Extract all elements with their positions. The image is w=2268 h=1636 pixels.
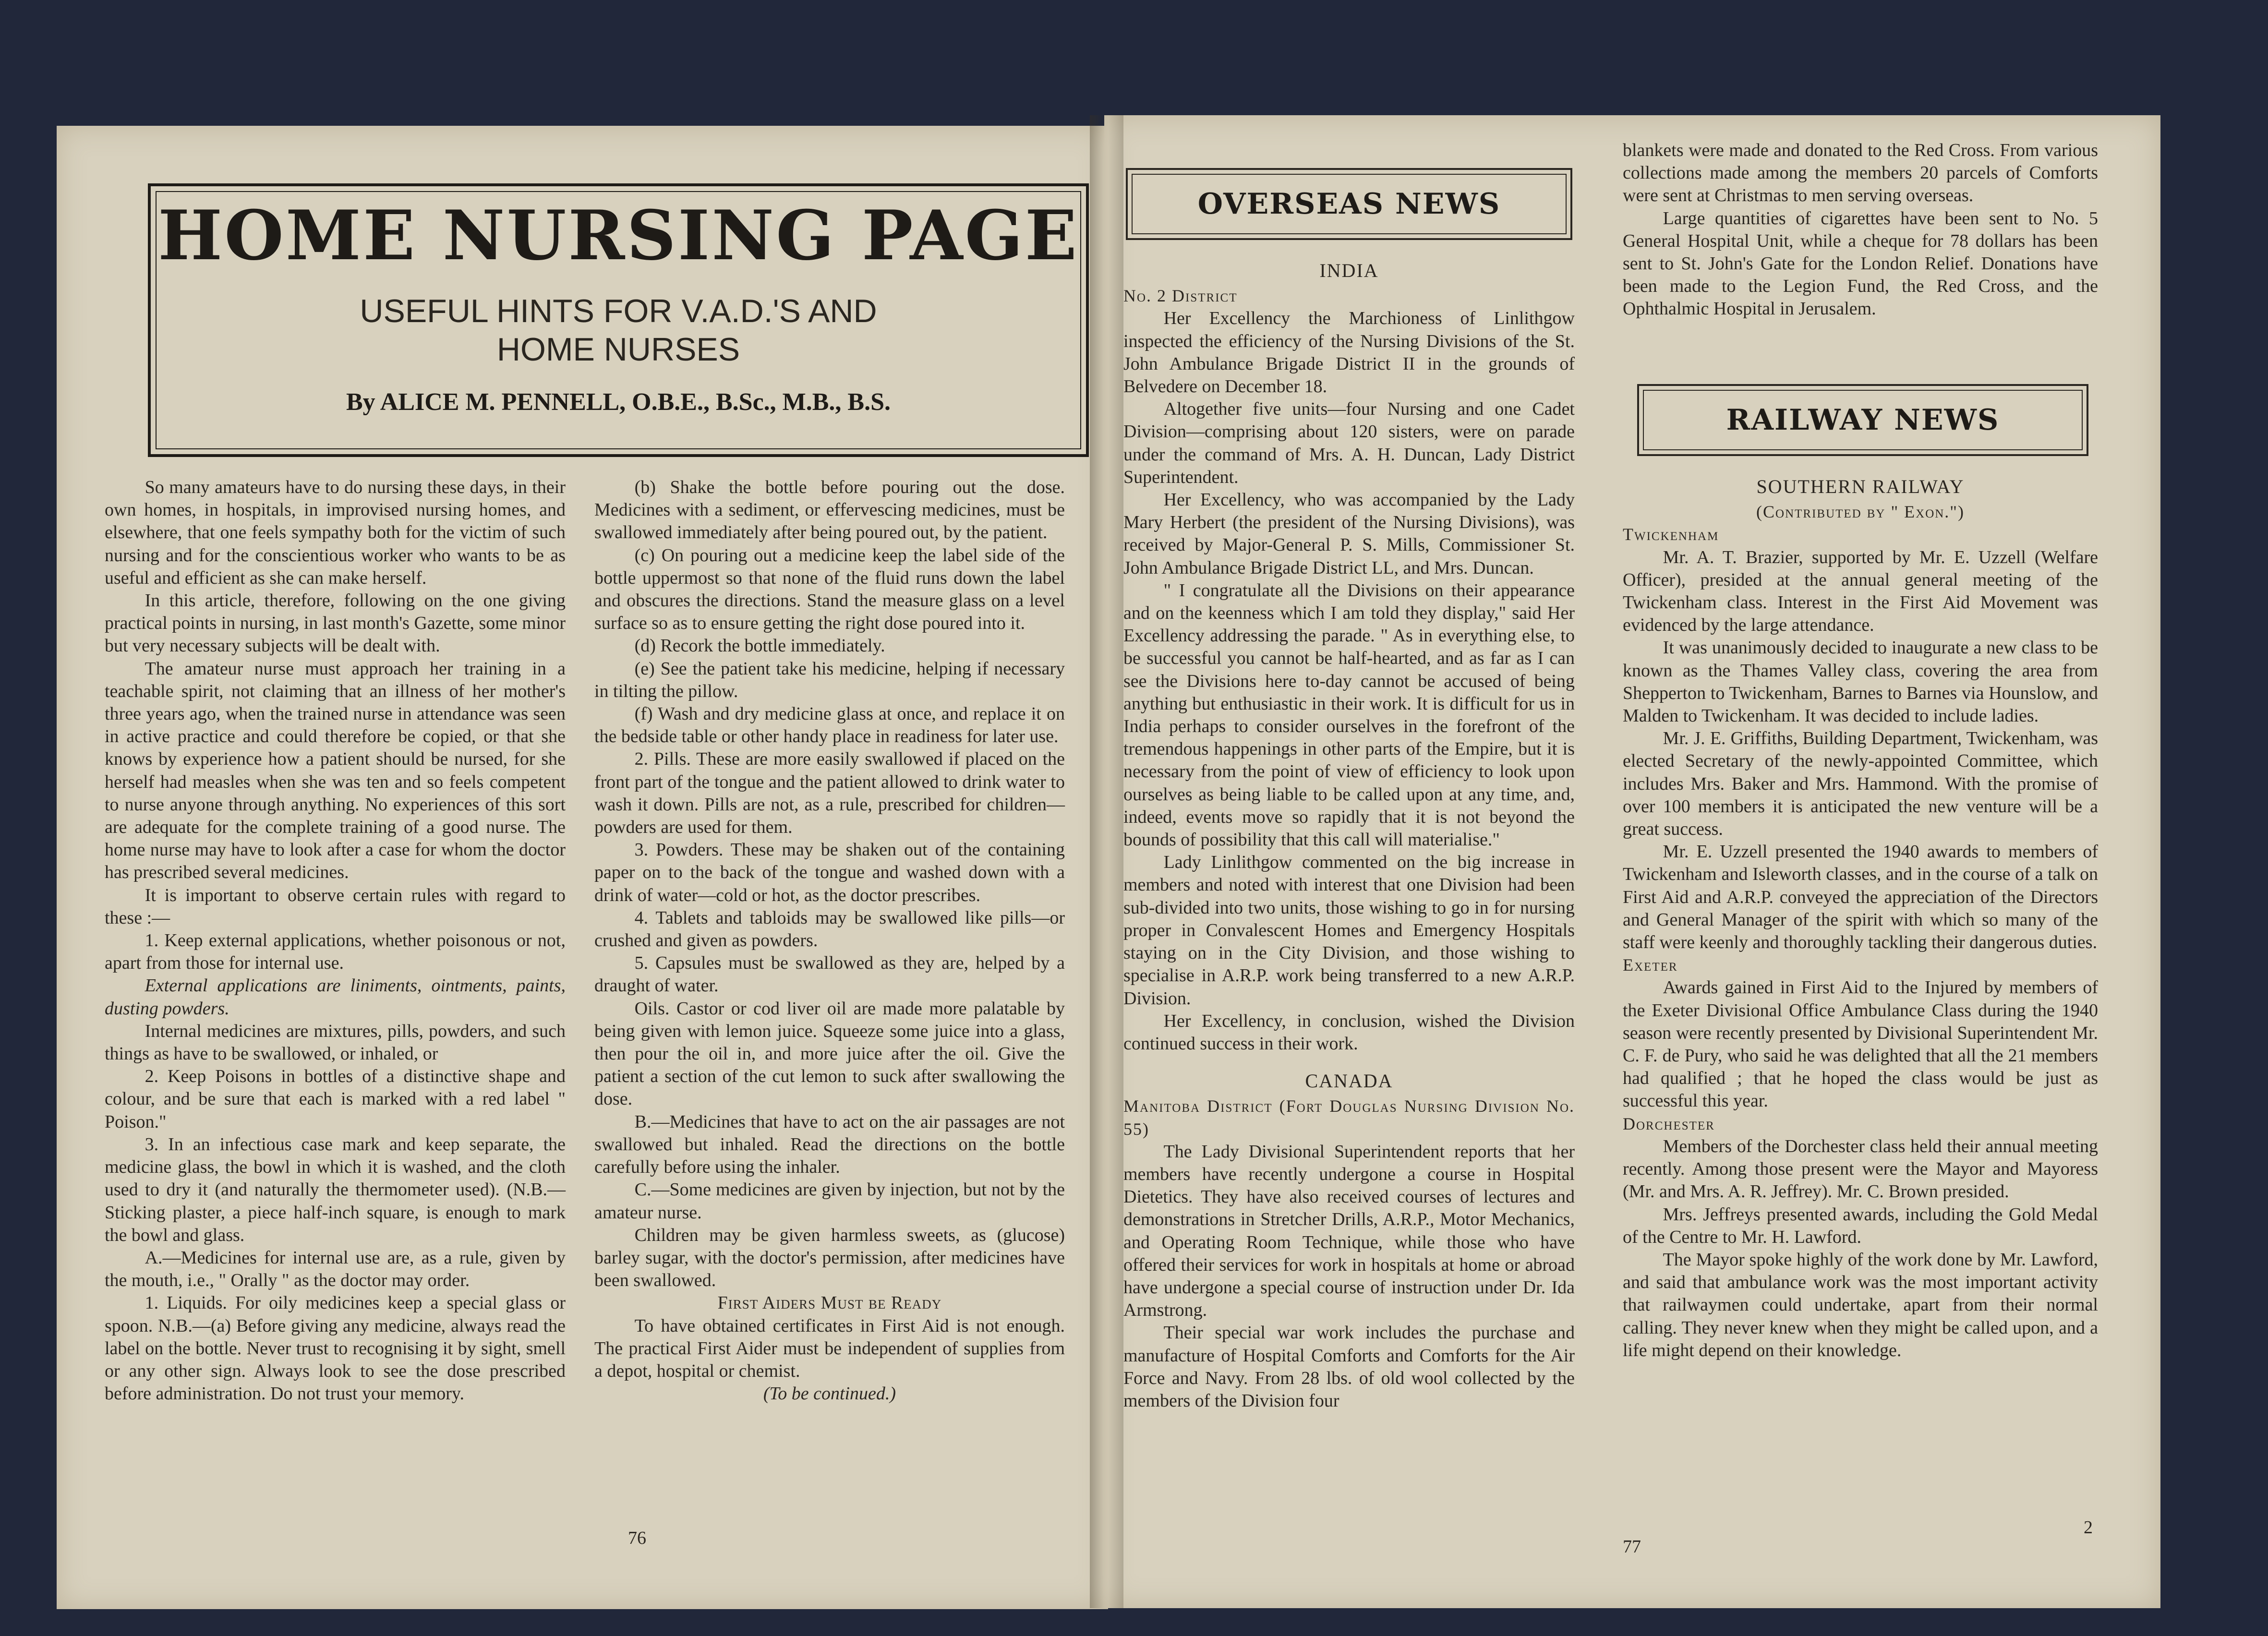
paragraph: Altogether five units—four Nursing and one Cadet Division—comprising about 120 sisters, were on parade under the command of Mrs. A. H. Duncan, Lady District Superintendent. — [1123, 399, 1575, 487]
section-heading: INDIA — [1319, 260, 1379, 281]
paragraph: blankets were made and donated to the Red Cross. From various collections made among the members 20 parcels of Comforts were sent at Christmas to men serving overseas. — [1623, 140, 2098, 206]
paragraph: Mr. E. Uzzell presented the 1940 awards to members of Twickenham and Isleworth classes, and in the course of a talk on First Aid and A.R.P. conveyed the appreciation of the Directors and General Manager of the spirit with which so many of the staff were keenly and thoroughly tackling their dangerous duties. — [1623, 842, 2098, 953]
byline: By ALICE M. PENNELL, O.B.E., B.Sc., M.B., B.S. — [346, 388, 891, 416]
paragraph: 2. Pills. These are more easily swallowed if placed on the front part of the tongue and the patient allowed to drink water to wash it down. Pills are not, as a rule, prescribed for children—powders are used for them. — [594, 749, 1065, 838]
paragraph: (c) On pouring out a medicine keep the label side of the bottle uppermost so that none of the fluid runs down the label and obscures the directions. Stand the measure glass on a level surface so as to ensure getting the right dose poured into it. — [594, 545, 1065, 634]
column-2 — [594, 476, 1065, 1405]
column-4 — [1623, 139, 2098, 321]
paragraph: A.—Medicines for internal use are, as a rule, given by the mouth, i.e., " Orally " as the doctor may order. — [105, 1247, 566, 1291]
paragraph: (b) Shake the bottle before pouring out the dose. Medicines with a sediment, or effervescing medicines, must be swallowed immediately after being poured out, by the patient. — [594, 477, 1065, 543]
paragraph: 3. Powders. These may be shaken out of the containing paper on to the back of the tongue and washed down with a drink of water—cold or hot, as the doctor prescribes. — [594, 840, 1065, 905]
railway-news-header: RAILWAY NEWS — [1637, 384, 2088, 456]
page-number: 77 — [1623, 1537, 1641, 1557]
paragraph: Oils. Castor or cod liver oil are made more palatable by being given with lemon juice. Squeeze some juice into a glass, then pour the oil in, and more juice after the oil. Give the patient a section of the cut lemon to suck after swallowing the dose. — [594, 998, 1065, 1109]
section-heading: CANADA — [1305, 1070, 1393, 1092]
continued-note: (To be continued.) — [763, 1383, 896, 1404]
paragraph: The Lady Divisional Superintendent reports that her members have recently undergone a course in Hospital Dietetics. They have also received courses of lectures and demonstrations in Stretcher Drills, A.R.P., Motor Mechanics, and Operating Room Technique, while those who have offered their services for work in hospitals at home or abroad have undergone a special course of instruction under Dr. Ida Armstrong. — [1123, 1141, 1575, 1321]
paragraph: The amateur nurse must approach her training in a teachable spirit, not claiming that an illness of her mother's three years ago, when the trained nurse in attendance was seen in active practice and could therefore be copied, or that she knows by experience how a patient should be nursed, for she herself had measles when she was ten and so feels competent to nurse anyone through anything. No experiences of this sort are adequate for the complete training of a good nurse. The home nurse may have to look after a case for whom the doctor has prescribed several medicines. — [105, 658, 566, 883]
paragraph: 1. Keep external applications, whether poisonous or not, apart from those for internal use. — [105, 930, 566, 974]
contributor-line: (Contributed by " Exon.") — [1756, 502, 1965, 522]
section-heading: SOUTHERN RAILWAY — [1756, 476, 1965, 497]
paragraph: Lady Linlithgow commented on the big increase in members and noted with interest that one Division had been sub-divided into two units, those wishing to go in for nursing proper in Convalescent Homes and Emergency Hospitals staying on in the City Division, and those wishing to specialise in A.R.P. work being transferred to a new A.R.P. Division. — [1123, 852, 1575, 1009]
paragraph: So many amateurs have to do nursing these days, in their own homes, in hospitals, in improvised nursing homes, and elsewhere, that one feels sympathy both for the victim of such nursing and for the conscientious worker who wants to be as useful and efficient as she can make herself. — [105, 477, 566, 588]
paragraph: Children may be given harmless sweets, as (glucose) barley sugar, with the doctor's permission, after medicines have been swallowed. — [594, 1225, 1065, 1291]
paragraph: 3. In an infectious case mark and keep separate, the medicine glass, the bowl in which it is washed, and the cloth used to dry it (and naturally the thermometer used). (N.B.—Sticking plaster, a piece half-inch square, is enough to mark the bowl and glass. — [105, 1134, 566, 1245]
subsection-heading: No. 2 District — [1123, 286, 1238, 306]
signature-mark: 2 — [2084, 1517, 2093, 1538]
right-page — [1104, 115, 2160, 1608]
left-page — [57, 126, 1108, 1609]
section-heading: First Aiders Must be Ready — [717, 1293, 942, 1313]
page-number: 76 — [628, 1528, 646, 1548]
paragraph: External applications are liniments, ointments, paints, dusting powders. — [105, 975, 566, 1019]
subsection-heading: Manitoba District (Fort Douglas Nursing Division No. 55) — [1123, 1096, 1575, 1139]
paragraph: 2. Keep Poisons in bottles of a distinctive shape and colour, and be sure that each is marked with a red label " Poison." — [105, 1066, 566, 1132]
paragraph: Her Excellency, in conclusion, wished the Division continued success in their work. — [1123, 1010, 1575, 1054]
paragraph: B.—Medicines that have to act on the air passages are not swallowed but inhaled. Read the directions on the bottle carefully before using the inhaler. — [594, 1111, 1065, 1178]
paragraph: Awards gained in First Aid to the Injured by members of the Exeter Divisional Office Ambulance Class during the 1940 season were recently presented by Divisional Superintendent Mr. C. F. de Pury, who said he was delighted that all the 21 members had qualified ; that he hoped the class would be just as successful this year. — [1623, 977, 2098, 1111]
paragraph: The Mayor spoke highly of the work done by Mr. Lawford, and said that ambulance work was the most important activity that railwaymen could undertake, apart from their normal calling. They never knew when they might be called upon, and a life might depend on their knowledge. — [1623, 1249, 2098, 1360]
paragraph: (d) Recork the bottle immediately. — [634, 636, 885, 656]
column-4-lower — [1623, 470, 2098, 1362]
book-gutter — [1090, 115, 1123, 1608]
paragraph: Her Excellency the Marchioness of Linlithgow inspected the efficiency of the Nursing Divisions of the St. John Ambulance Brigade District II in the grounds of Belvedere on December 18. — [1123, 308, 1575, 397]
subsection-heading: Exeter — [1623, 955, 1678, 975]
paragraph: (f) Wash and dry medicine glass at once, and replace it on the bedside table or other handy place in readiness for later use. — [594, 704, 1065, 747]
paragraph: " I congratulate all the Divisions on their appearance and on the keenness which I am told they display," said Her Excellency addressing the parade. " As in everything else, to be successful you cannot be half-hearted, and as far as I can see the Divisions here to-day cannot be accused of being anything but enthusiastic in their work. It is difficult for us in India perhaps to consider ourselves in the forefront of the tremendous happenings in other parts of the Empire, but it is necessary from the point of view of efficiency to look upon ourselves as being liable to be called upon at any time, and, indeed, events move so rapidly that it is not beyond the bounds of possibility that this call will materialise." — [1123, 580, 1575, 850]
paragraph: Mr. A. T. Brazier, supported by Mr. E. Uzzell (Welfare Officer), presided at the annual general meeting of the Twickenham class. Interest in the First Aid Movement was evidenced by the large attendance. — [1623, 547, 2098, 636]
paragraph: Their special war work includes the purchase and manufacture of Hospital Comforts and Comforts for the Air Force and Navy. From 28 lbs. of old wool collected by the members of the Division four — [1123, 1323, 1575, 1411]
paragraph: To have obtained certificates in First Aid is not enough. The practical First Aider must be independent of supplies from a depot, hospital or chemist. — [594, 1315, 1065, 1381]
paragraph: Internal medicines are mixtures, pills, powders, and such things as have to be swallowed, or inhaled, or — [105, 1021, 566, 1064]
paragraph: Her Excellency, who was accompanied by the Lady Mary Herbert (the president of the Nursing Divisions), was received by Major-General P. S. Mills, Commissioner St. John Ambulance Brigade District LL, and Mrs. Duncan. — [1123, 490, 1575, 578]
overseas-news-header: OVERSEAS NEWS — [1126, 168, 1572, 240]
subsection-heading: Twickenham — [1623, 525, 1719, 544]
paragraph: Mr. J. E. Griffiths, Building Department, Twickenham, was elected Secretary of the newly-appointed Committee, which includes Mrs. Baker and Mrs. Hammond. With the promise of over 100 members it is anticipated the new venture will be a great success. — [1623, 728, 2098, 840]
paragraph: (e) See the patient take his medicine, helping if necessary in tilting the pillow. — [594, 658, 1065, 701]
page-subtitle: USEFUL HINTS FOR V.A.D.'S AND HOME NURSES — [360, 293, 877, 368]
paragraph: 5. Capsules must be swallowed as they are, helped by a draught of water. — [594, 953, 1065, 996]
column-3 — [1123, 254, 1575, 1412]
paragraph: C.—Some medicines are given by injection, but not by the amateur nurse. — [594, 1179, 1065, 1223]
paragraph: 1. Liquids. For oily medicines keep a special glass or spoon. N.B.—(a) Before giving any medicine, always read the label on the bottle. Never trust to recognising it by sight, smell or any other sign. Always look to see the dose prescribed before administration. Do not trust your memory. — [105, 1293, 566, 1404]
page-title: HOME NURSING PAGE — [158, 196, 1079, 276]
paragraph: Mrs. Jeffreys presented awards, including the Gold Medal of the Centre to Mr. H. Lawford. — [1623, 1204, 2098, 1247]
paragraph: In this article, therefore, following on the one giving practical points in nursing, in last month's Gazette, some minor but very necessary subjects will be dealt with. — [105, 590, 566, 656]
paragraph: Members of the Dorchester class held their annual meeting recently. Among those present were the Mayor and Mayoress (Mr. and Mrs. A. R. Jeffrey). Mr. C. Brown presided. — [1623, 1136, 2098, 1202]
paragraph: It was unanimously decided to inaugurate a new class to be known as the Thames Valley class, covering the area from Shepperton to Twickenham, Barnes to Barnes via Hounslow, and Malden to Twickenham. It was decided to include ladies. — [1623, 638, 2098, 726]
title-box — [148, 183, 1089, 457]
paragraph: Large quantities of cigarettes have been sent to No. 5 General Hospital Unit, while a cheque for 78 dollars has been sent to St. John's Gate for the London Relief. Donations have been made to the Legion Fund, the Red Cross, and the Ophthalmic Hospital in Jerusalem. — [1623, 208, 2098, 319]
subsection-heading: Dorchester — [1623, 1114, 1715, 1133]
column-1 — [105, 476, 566, 1405]
paragraph: 4. Tablets and tabloids may be swallowed like pills—or crushed and given as powders. — [594, 907, 1065, 951]
paragraph: It is important to observe certain rules with regard to these :— — [105, 885, 566, 928]
